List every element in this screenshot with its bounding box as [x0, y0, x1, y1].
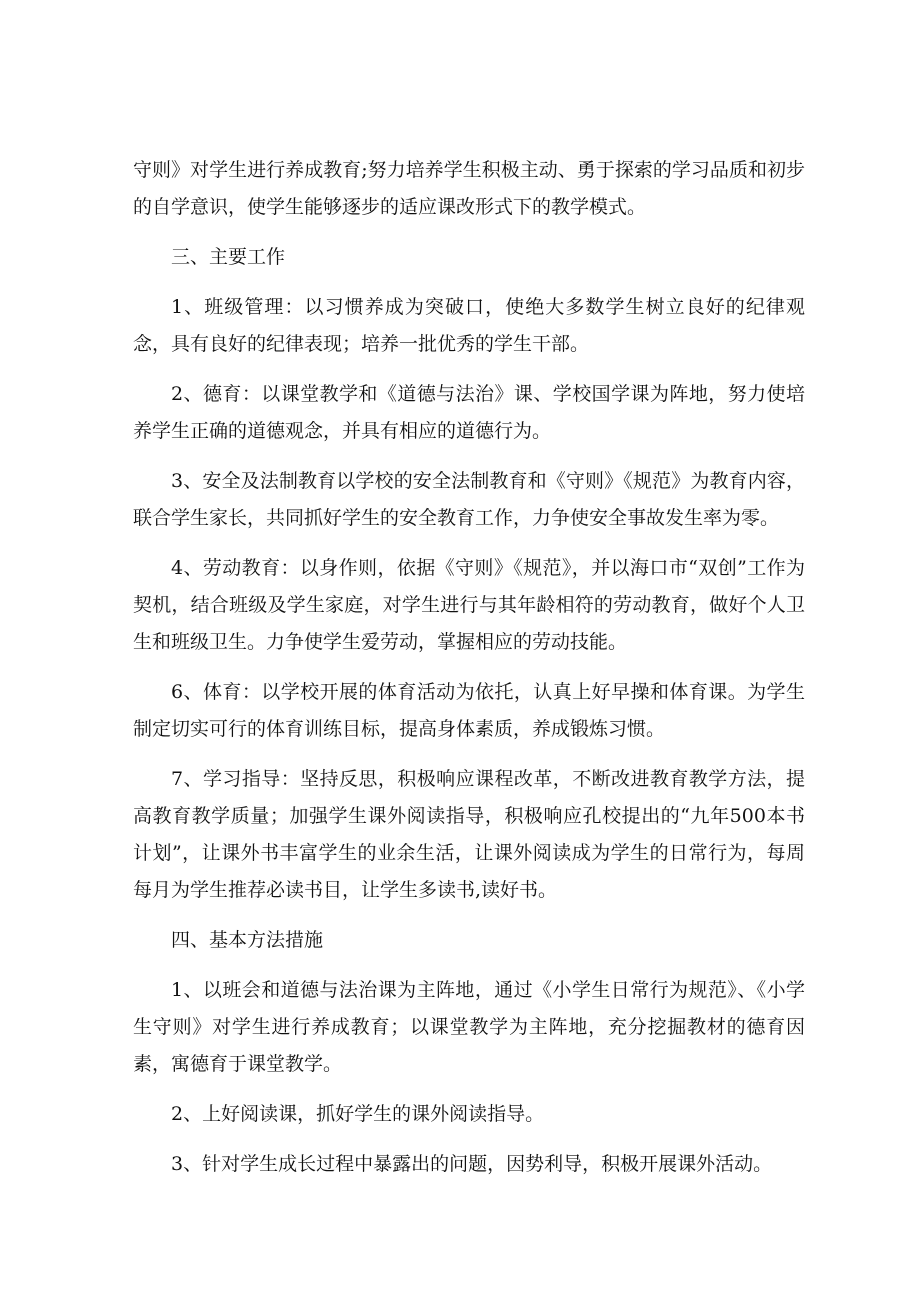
paragraph-method-2: 2、上好阅读课，抓好学生的课外阅读指导。: [171, 1103, 545, 1125]
paragraph-moral-education: 2、德育：以课堂教学和《道德与法治》课、学校国学课为阵地，努力使培养学生正确的道德观念，并具有相应的道德行为。: [133, 383, 805, 442]
paragraph-physical-education: 6、体育：以学校开展的体育活动为依托，认真上好早操和体育课。为学生制定切实可行的体育训练目标，提高身体素质，养成锻炼习惯。: [133, 681, 805, 740]
paragraph-study-guidance: 7、学习指导：坚持反思，积极响应课程改革，不断改进教育教学方法，提高教育教学质量；加强学生课外阅读指导，积极响应孔校提出的“九年500本书计划”，让课外书丰富学生的业余生活，让课外阅读成为学生的日常行为，每周每月为学生推荐必读书目，让学生多读书,读好书。: [133, 768, 805, 901]
section-heading-main-work: 三、主要工作: [171, 246, 286, 268]
paragraph-safety-education: 3、安全及法制教育以学校的安全法制教育和《守则》《规范》为教育内容，联合学生家长，共同抓好学生的安全教育工作，力争使安全事故发生率为零。: [133, 470, 805, 529]
paragraph-continuation: 守则》对学生进行养成教育;努力培养学生积极主动、勇于探索的学习品质和初步的自学意识，使学生能够逐步的适应课改形式下的教学模式。: [133, 159, 805, 218]
paragraph-method-1: 1、以班会和道德与法治课为主阵地，通过《小学生日常行为规范》、《小学生守则》对学生进行养成教育；以课堂教学为主阵地，充分挖掘教材的德育因素，寓德育于课堂教学。: [133, 979, 805, 1075]
document-body: [133, 152, 805, 1196]
section-heading-methods: 四、基本方法措施: [171, 929, 324, 951]
paragraph-class-management: 1、班级管理：以习惯养成为突破口，使绝大多数学生树立良好的纪律观念，具有良好的纪律表现；培养一批优秀的学生干部。: [133, 296, 805, 355]
paragraph-labor-education: 4、劳动教育：以身作则，依据《守则》《规范》，并以海口市“双创”工作为契机，结合班级及学生家庭，对学生进行与其年龄相符的劳动教育，做好个人卫生和班级卫生。力争使学生爱劳动，掌握相应的劳动技能。: [133, 557, 805, 653]
paragraph-method-3: 3、针对学生成长过程中暴露出的问题，因势利导，积极开展课外活动。: [171, 1153, 773, 1175]
